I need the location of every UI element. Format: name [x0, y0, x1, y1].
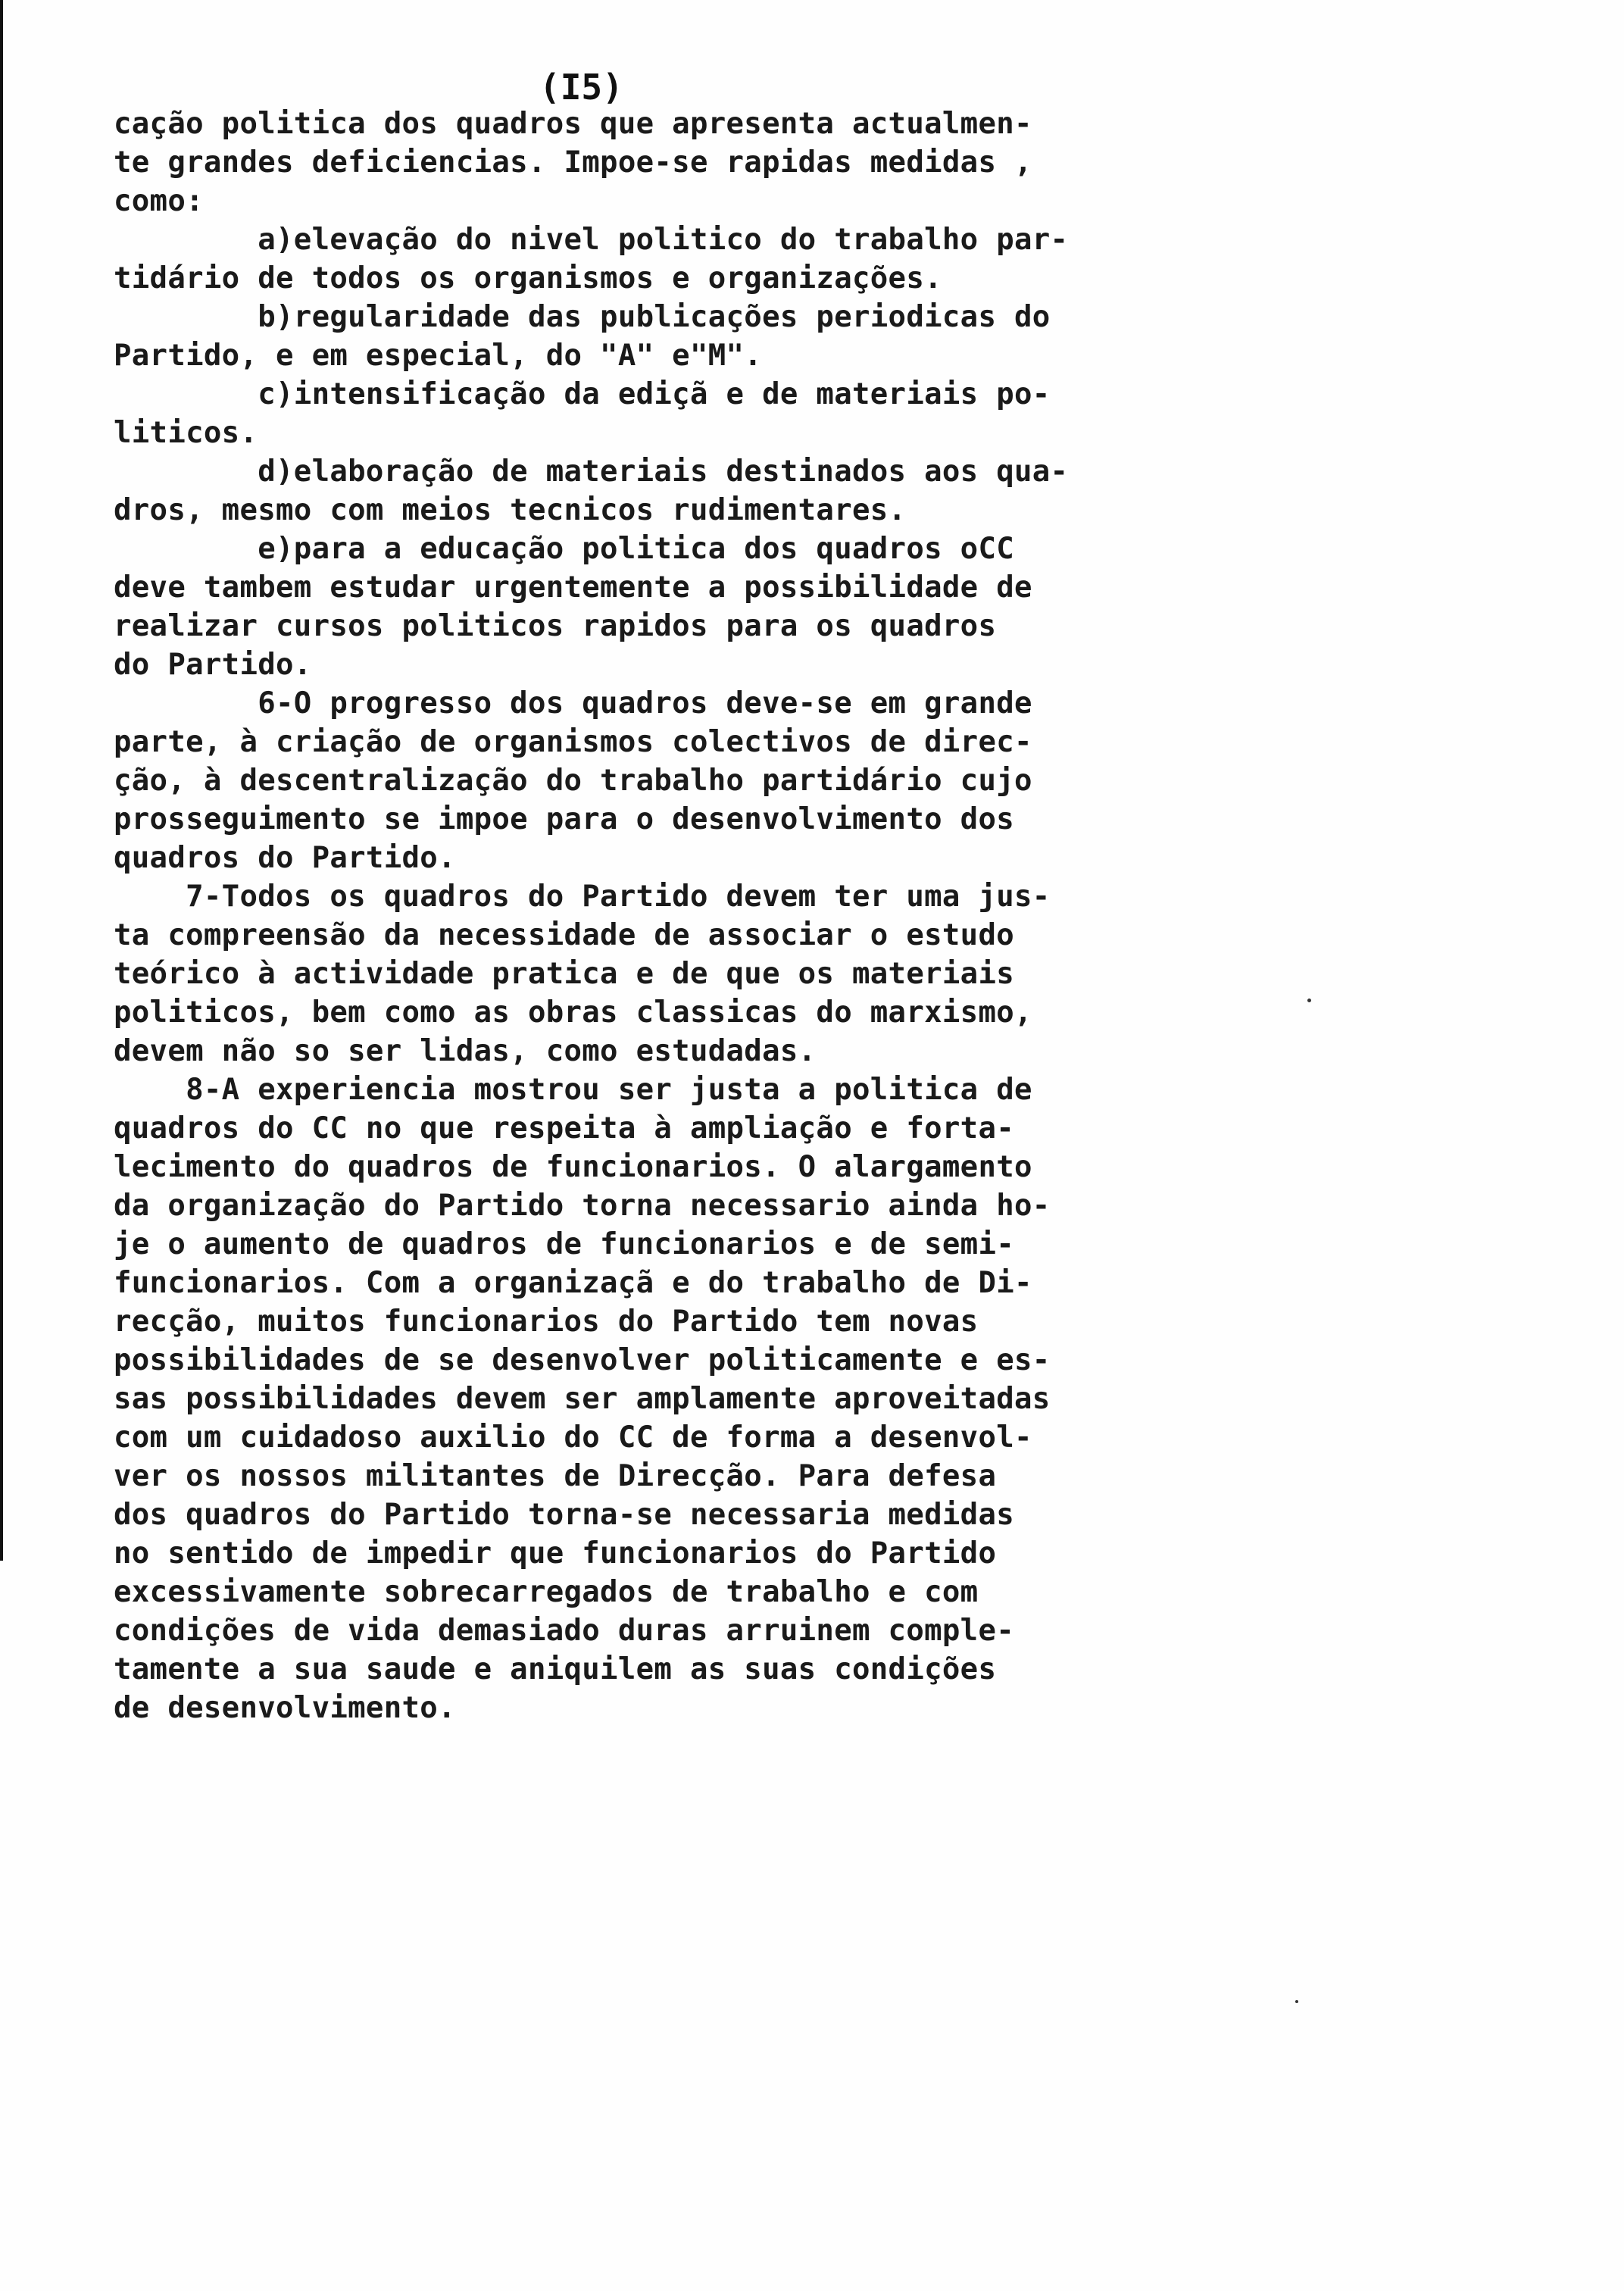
text-line: 6-O progresso dos quadros deve-se em grande: [114, 686, 1032, 720]
text-line: de desenvolvimento.: [114, 1691, 456, 1725]
text-line: 7-Todos os quadros do Partido devem ter uma jus-: [114, 880, 1051, 914]
text-line: quadros do Partido.: [114, 841, 456, 875]
text-line: 8-A experiencia mostrou ser justa a politica de: [114, 1073, 1032, 1107]
page-number: (I5): [539, 67, 623, 108]
body-text: [114, 105, 1326, 1727]
text-line: b)regularidade das publicações periodicas do: [114, 300, 1051, 334]
text-line: com um cuidadoso auxilio do CC de forma a desenvol-: [114, 1421, 1032, 1455]
text-line: sas possibilidades devem ser amplamente aproveitadas: [114, 1382, 1051, 1416]
text-line: je o aumento de quadros de funcionarios e de semi-: [114, 1227, 1014, 1261]
text-line: c)intensificação da ediçã e de materiais po-: [114, 377, 1051, 411]
text-line: possibilidades de se desenvolver politicamente e es-: [114, 1343, 1051, 1377]
text-line: politicos, bem como as obras classicas do marxismo,: [114, 995, 1032, 1030]
text-line: da organização do Partido torna necessario ainda ho-: [114, 1189, 1051, 1223]
text-line: devem não so ser lidas, como estudadas.: [114, 1034, 817, 1068]
text-line: cação politica dos quadros que apresenta actualmen-: [114, 107, 1032, 141]
scan-speck: [1295, 2000, 1298, 2003]
text-line: dros, mesmo com meios tecnicos rudimentares.: [114, 493, 907, 527]
text-line: funcionarios. Com a organizaçã e do trabalho de Di-: [114, 1266, 1032, 1300]
text-line: d)elaboração de materiais destinados aos qua-: [114, 455, 1069, 489]
text-line: excessivamente sobrecarregados de trabalho e com: [114, 1575, 979, 1609]
text-line: deve tambem estudar urgentemente a possibilidade de: [114, 570, 1032, 605]
text-line: do Partido.: [114, 648, 312, 682]
text-line: tamente a sua saude e aniquilem as suas condições: [114, 1652, 997, 1686]
text-line: no sentido de impedir que funcionarios do Partido: [114, 1536, 997, 1571]
text-line: lecimento do quadros de funcionarios. O alargamento: [114, 1150, 1032, 1184]
text-line: Partido, e em especial, do "A" e"M".: [114, 339, 763, 373]
text-line: e)para a educação politica dos quadros oCC: [114, 532, 1014, 566]
text-line: quadros do CC no que respeita à ampliação e forta-: [114, 1111, 1014, 1146]
text-line: condições de vida demasiado duras arruinem comple-: [114, 1614, 1014, 1648]
text-line: realizar cursos politicos rapidos para os quadros: [114, 609, 997, 643]
text-line: ta compreensão da necessidade de associar o estudo: [114, 918, 1014, 952]
text-line: ver os nossos militantes de Direcção. Para defesa: [114, 1459, 997, 1493]
text-line: te grandes deficiencias. Impoe-se rapidas medidas ,: [114, 145, 1032, 180]
text-line: ção, à descentralização do trabalho partidário cujo: [114, 764, 1032, 798]
text-line: parte, à criação de organismos colectivos de direc-: [114, 725, 1032, 759]
text-line: dos quadros do Partido torna-se necessaria medidas: [114, 1498, 1014, 1532]
text-line: teórico à actividade pratica e de que os materiais: [114, 957, 1014, 991]
text-line: a)elevação do nivel politico do trabalho par-: [114, 223, 1069, 257]
text-line: liticos.: [114, 416, 258, 450]
text-line: tidário de todos os organismos e organizações.: [114, 261, 942, 295]
scan-speck: [1307, 999, 1311, 1002]
text-line: recção, muitos funcionarios do Partido tem novas: [114, 1305, 979, 1339]
text-line: prosseguimento se impoe para o desenvolvimento dos: [114, 802, 1014, 836]
scan-edge-shadow: [0, 0, 3, 1561]
text-line: como:: [114, 184, 204, 218]
